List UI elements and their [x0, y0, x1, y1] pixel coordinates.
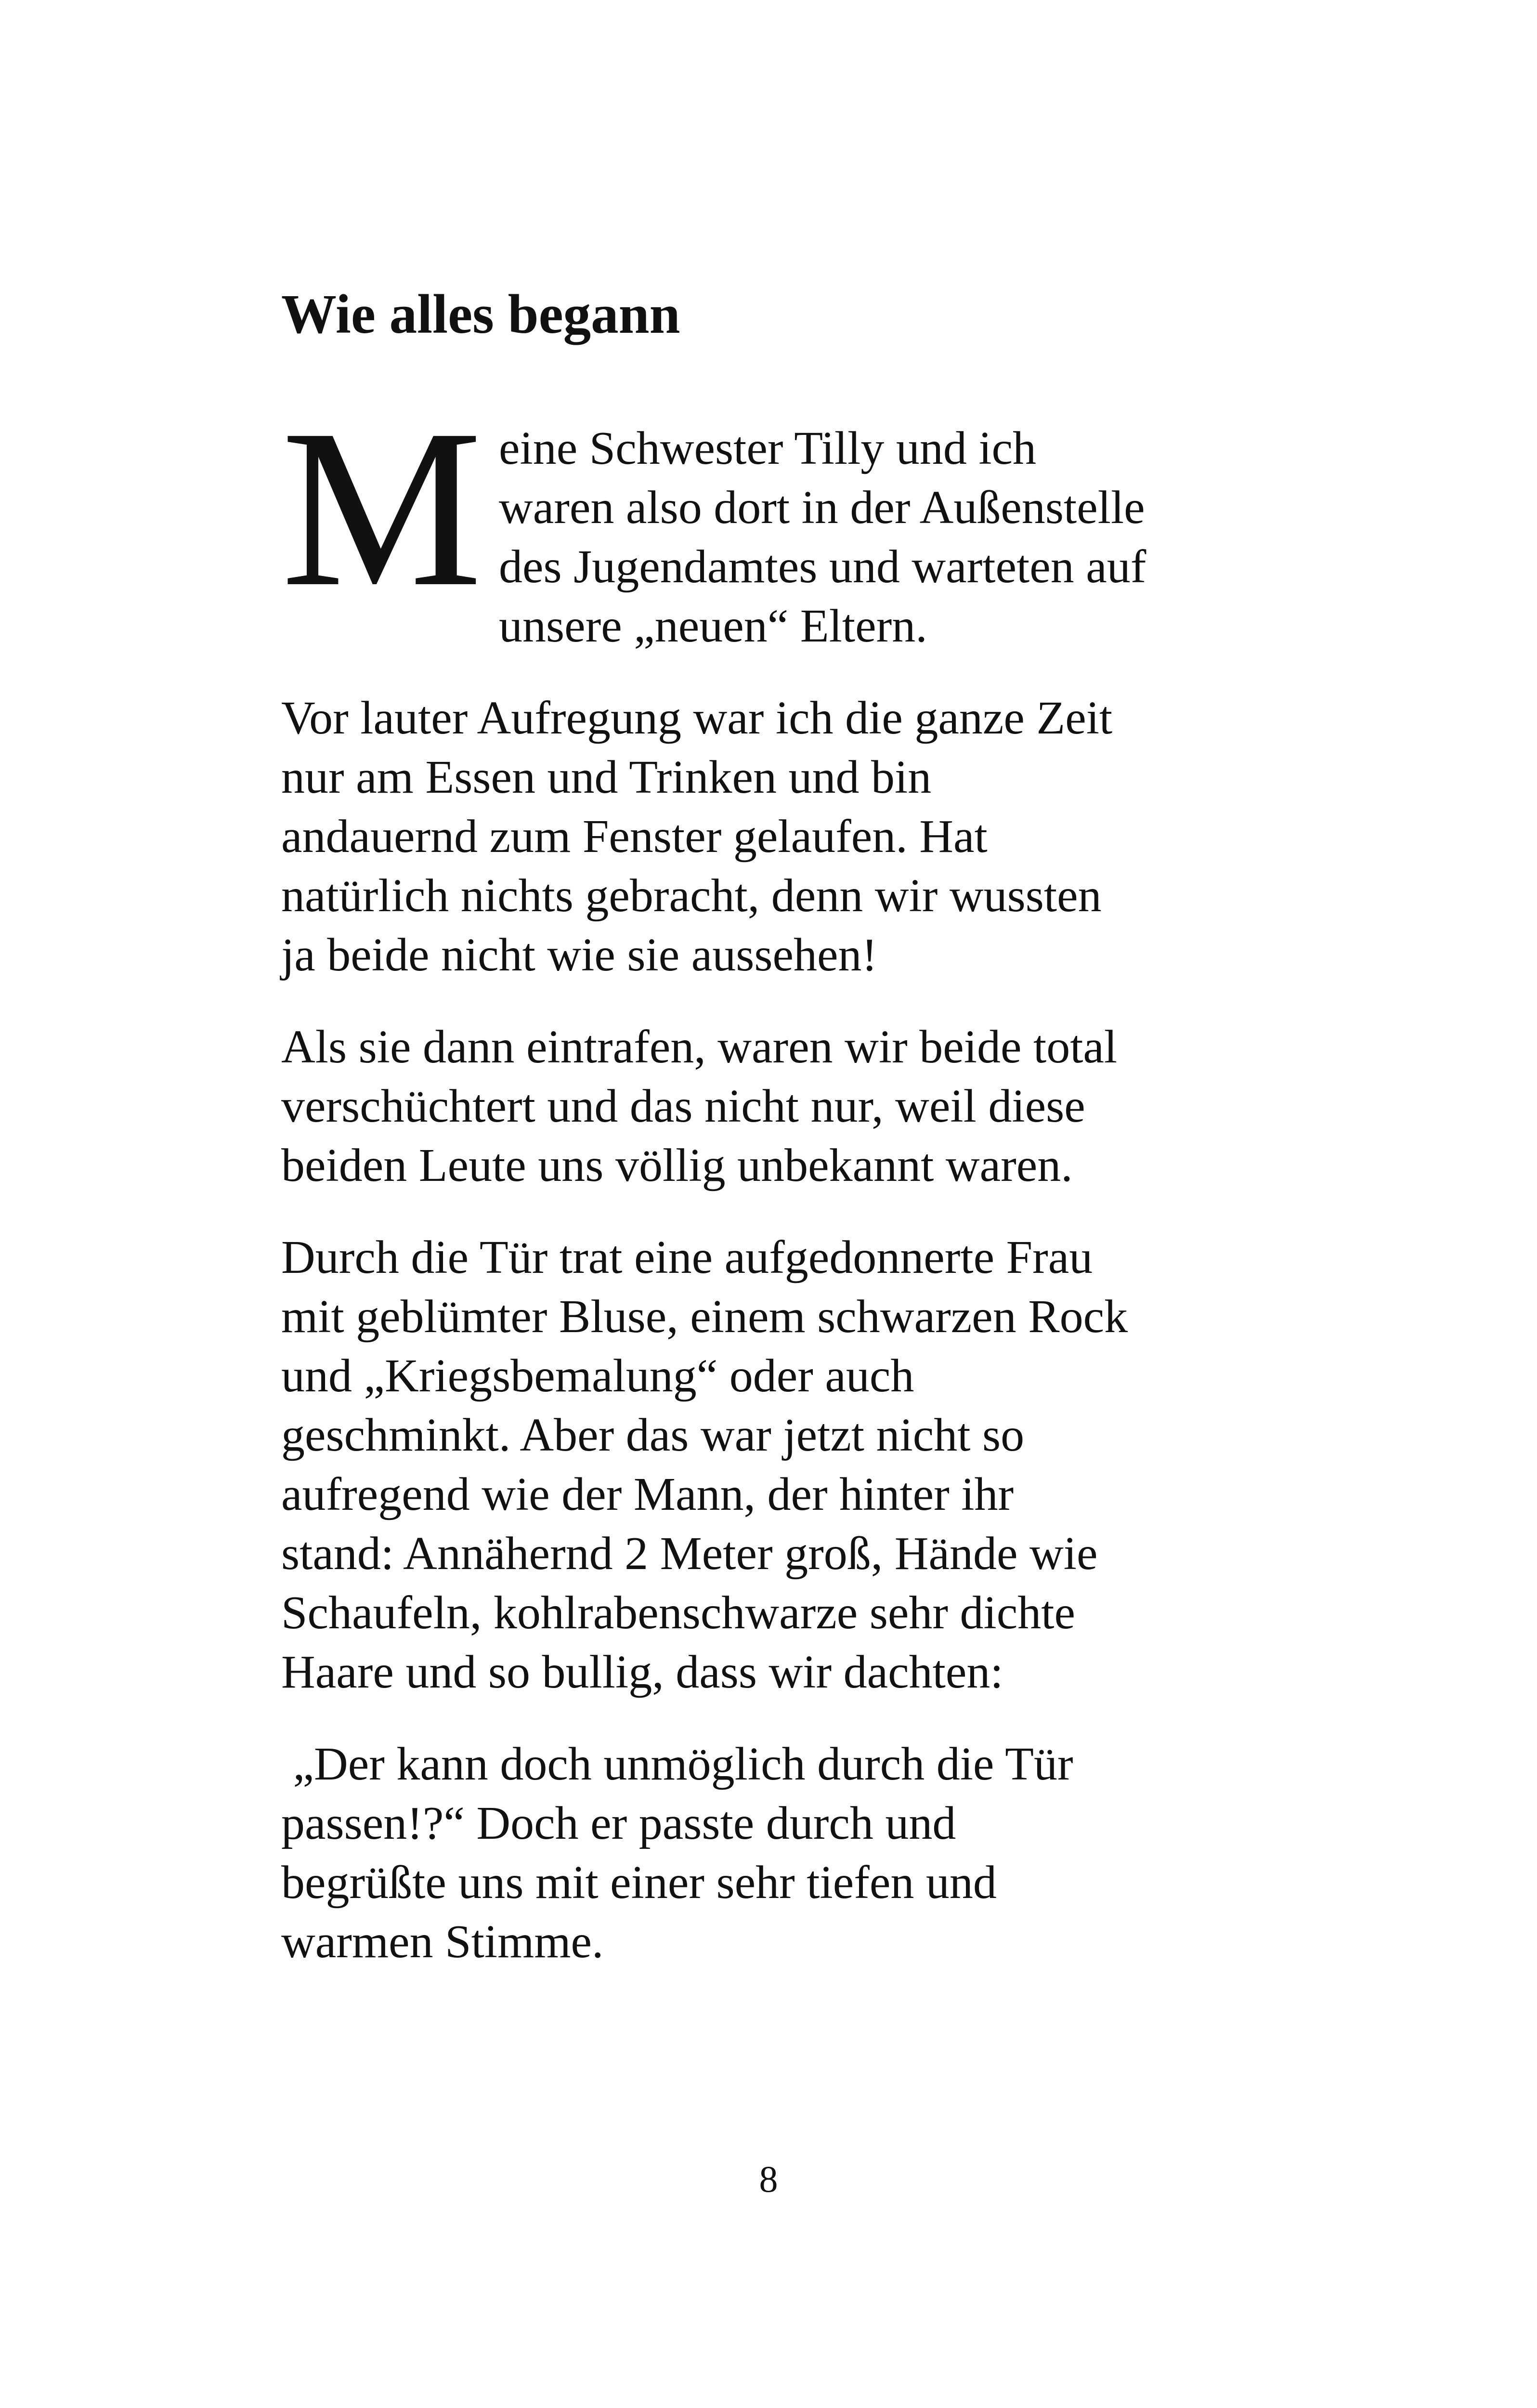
text-line: Vor lauter Aufregung war ich die ganze Zeit [281, 692, 1113, 744]
drop-cap-letter: M [281, 382, 482, 633]
text-line: unsere „neuen“ Eltern. [499, 600, 927, 652]
paragraph-3 [281, 1018, 1273, 1195]
paragraph-4 [281, 1228, 1273, 1702]
text-line: begrüßte uns mit einer sehr tiefen und [281, 1857, 997, 1909]
chapter-heading: Wie alles begann [281, 284, 680, 345]
text-line: geschminkt. Aber das war jetzt nicht so [281, 1409, 1025, 1461]
text-line: andauernd zum Fenster gelaufen. Hat [281, 811, 988, 863]
text-line: beiden Leute uns völlig unbekannt waren. [281, 1139, 1073, 1191]
text-line: warmen Stimme. [281, 1916, 604, 1968]
text-line: Durch die Tür trat eine aufgedonnerte Frau [281, 1231, 1093, 1283]
text-line: Schaufeln, kohlrabenschwarze sehr dichte [281, 1587, 1075, 1639]
text-line: aufregend wie der Mann, der hinter ihr [281, 1468, 1014, 1520]
paragraph-spacer [281, 656, 1273, 689]
paragraph-spacer [281, 985, 1273, 1018]
text-line: ja beide nicht wie sie aussehen! [281, 929, 878, 981]
paragraph-5 [281, 1735, 1273, 1972]
text-line: passen!?“ Doch er passte durch und [281, 1797, 956, 1849]
page-number: 8 [759, 2158, 778, 2200]
text-line: Haare und so bullig, dass wir dachten: [281, 1646, 1003, 1698]
paragraph-spacer [281, 1195, 1273, 1228]
text-line: verschüchtert und das nicht nur, weil diese [281, 1080, 1085, 1132]
paragraph-1 [281, 382, 1273, 656]
text-line: stand: Annähernd 2 Meter groß, Hände wie [281, 1528, 1098, 1580]
text-line: und „Kriegsbemalung“ oder auch [281, 1350, 914, 1402]
text-line: Als sie dann eintrafen, waren wir beide total [281, 1021, 1118, 1073]
paragraph-2 [281, 689, 1273, 985]
text-line: nur am Essen und Trinken und bin [281, 751, 932, 803]
text-line: mit geblümter Bluse, einem schwarzen Rock [281, 1291, 1128, 1343]
chapter-body [281, 382, 1273, 1972]
text-line: „Der kann doch unmöglich durch die Tür [281, 1738, 1073, 1790]
text-line: waren also dort in der Außenstelle [499, 482, 1145, 534]
paragraph-spacer [281, 1702, 1273, 1735]
text-line: eine Schwester Tilly und ich [499, 422, 1037, 474]
text-line: natürlich nichts gebracht, denn wir wussten [281, 870, 1102, 922]
paragraph-1-lines [499, 419, 1317, 656]
text-line: des Jugendamtes und warteten auf [499, 541, 1146, 593]
